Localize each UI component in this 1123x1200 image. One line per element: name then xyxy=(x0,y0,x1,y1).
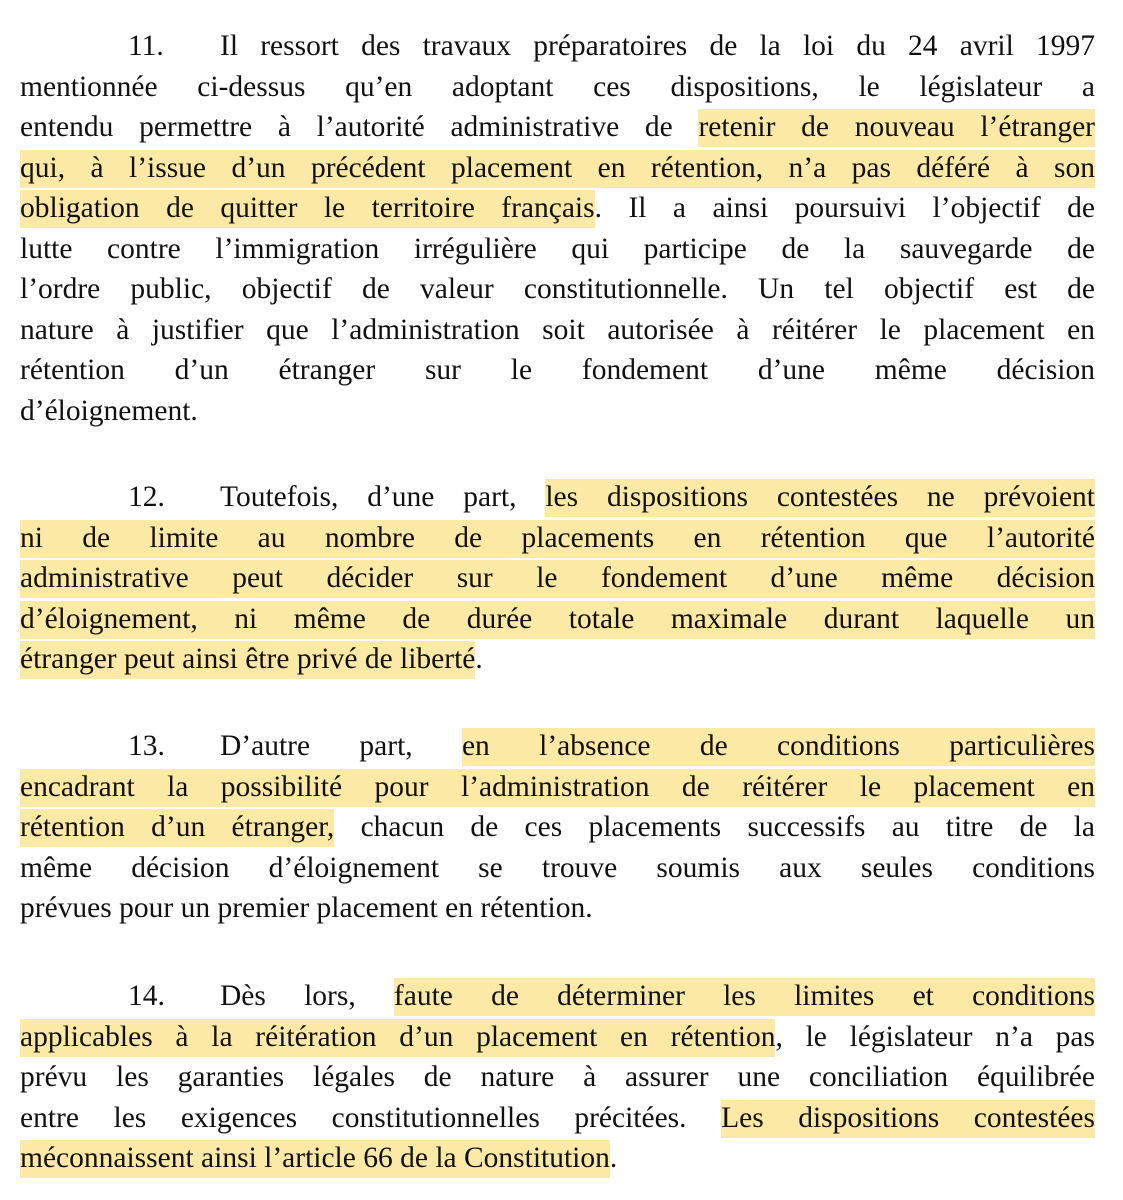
text-line xyxy=(20,726,1095,767)
body-text: même décision d’éloignement se trouve soumis aux seules conditions xyxy=(20,851,1095,884)
highlighted-text: obligation de quitter le territoire français xyxy=(20,190,595,228)
text-line xyxy=(20,350,1095,391)
text-line xyxy=(20,807,1095,848)
text-line xyxy=(20,310,1095,351)
highlighted-text: étranger peut ainsi être privé de liberté xyxy=(20,641,475,679)
paragraph-number: 11. xyxy=(128,30,164,62)
highlighted-text: méconnaissent ainsi l’article 66 de la Constitution xyxy=(20,1140,610,1178)
body-text: . Il a ainsi poursuivi l’objectif de xyxy=(594,192,1095,224)
body-text: D’autre part, xyxy=(220,730,462,762)
body-text: chacun de ces placements successifs au titre de la xyxy=(334,811,1096,843)
body-text: nature à justifier que l’administration soit autorisée à réitérer le placement en xyxy=(20,313,1095,346)
body-text: mentionnée ci-dessus qu’en adoptant ces dispositions, le législateur a xyxy=(20,70,1095,103)
paragraph-11 xyxy=(20,26,1095,431)
paragraph-number: 12. xyxy=(128,481,165,513)
body-text: entre les exigences constitutionnelles précitées. xyxy=(20,1101,722,1134)
highlighted-text: d’éloignement, ni même de durée totale maximale durant laquelle un xyxy=(20,601,1095,639)
text-line xyxy=(20,767,1095,808)
text-line xyxy=(20,848,1095,889)
text-line xyxy=(20,1057,1095,1098)
paragraph-number: 14. xyxy=(128,980,165,1012)
body-text: prévu les garanties légales de nature à assurer une conciliation équilibrée xyxy=(20,1061,1095,1093)
body-text: rétention d’un étranger sur le fondement d’une même décision xyxy=(20,354,1095,386)
highlighted-text: ni de limite au nombre de placements en rétention que l’autorité xyxy=(20,520,1095,558)
body-text: d’éloignement. xyxy=(20,394,198,427)
body-text: . xyxy=(475,643,483,675)
paragraph-12 xyxy=(20,477,1095,680)
body-text: . xyxy=(609,1142,618,1174)
text-line xyxy=(20,888,1095,929)
text-line xyxy=(20,229,1095,270)
text-line xyxy=(20,639,1095,680)
body-text: Il ressort des travaux préparatoires de la loi du 24 avril 1997 xyxy=(220,30,1095,62)
highlighted-text: rétention d’un étranger, xyxy=(20,809,334,847)
text-line xyxy=(20,1138,1095,1179)
text-line xyxy=(20,107,1095,148)
body-text: Toutefois, d’une part, xyxy=(220,481,546,513)
text-line xyxy=(20,391,1095,432)
text-line xyxy=(20,976,1095,1017)
paragraph-number: 13. xyxy=(128,730,165,762)
highlighted-text: administrative peut décider sur le fondement d’une même décision xyxy=(20,560,1095,598)
text-line xyxy=(20,1017,1095,1058)
paragraph-13 xyxy=(20,726,1095,929)
highlighted-text: qui, à l’issue d’un précédent placement en rétention, n’a pas déféré à son xyxy=(20,150,1095,188)
paragraph-14 xyxy=(20,976,1095,1179)
text-line xyxy=(20,599,1095,640)
highlighted-text: en l’absence de conditions particulières xyxy=(462,728,1095,766)
text-line xyxy=(20,67,1095,108)
text-line xyxy=(20,269,1095,310)
highlighted-text: faute de déterminer les limites et conditions xyxy=(394,978,1095,1016)
body-text: l’ordre public, objectif de valeur constitutionnelle. Un tel objectif est de xyxy=(20,273,1095,305)
body-text: prévues pour un premier placement en rétention. xyxy=(20,892,593,924)
highlighted-text: Les dispositions contestées xyxy=(721,1100,1095,1138)
body-text: Dès lors, xyxy=(220,980,394,1012)
text-line xyxy=(20,518,1095,559)
text-line xyxy=(20,1098,1095,1139)
highlighted-text: retenir de nouveau l’étranger xyxy=(698,109,1095,147)
highlighted-text: encadrant la possibilité pour l’administration de réitérer le placement en xyxy=(20,769,1095,807)
text-line xyxy=(20,26,1095,67)
text-line xyxy=(20,148,1095,189)
body-text: entendu permettre à l’autorité administrative de xyxy=(20,111,699,143)
highlighted-text: applicables à la réitération d’un placement en rétention xyxy=(20,1019,775,1057)
body-text: , le législateur n’a pas xyxy=(775,1020,1095,1053)
text-line xyxy=(20,477,1095,518)
highlighted-text: les dispositions contestées ne prévoient xyxy=(545,479,1095,517)
text-line xyxy=(20,188,1095,229)
body-text: lutte contre l’immigration irrégulière qui participe de la sauvegarde de xyxy=(20,232,1095,265)
text-line xyxy=(20,558,1095,599)
